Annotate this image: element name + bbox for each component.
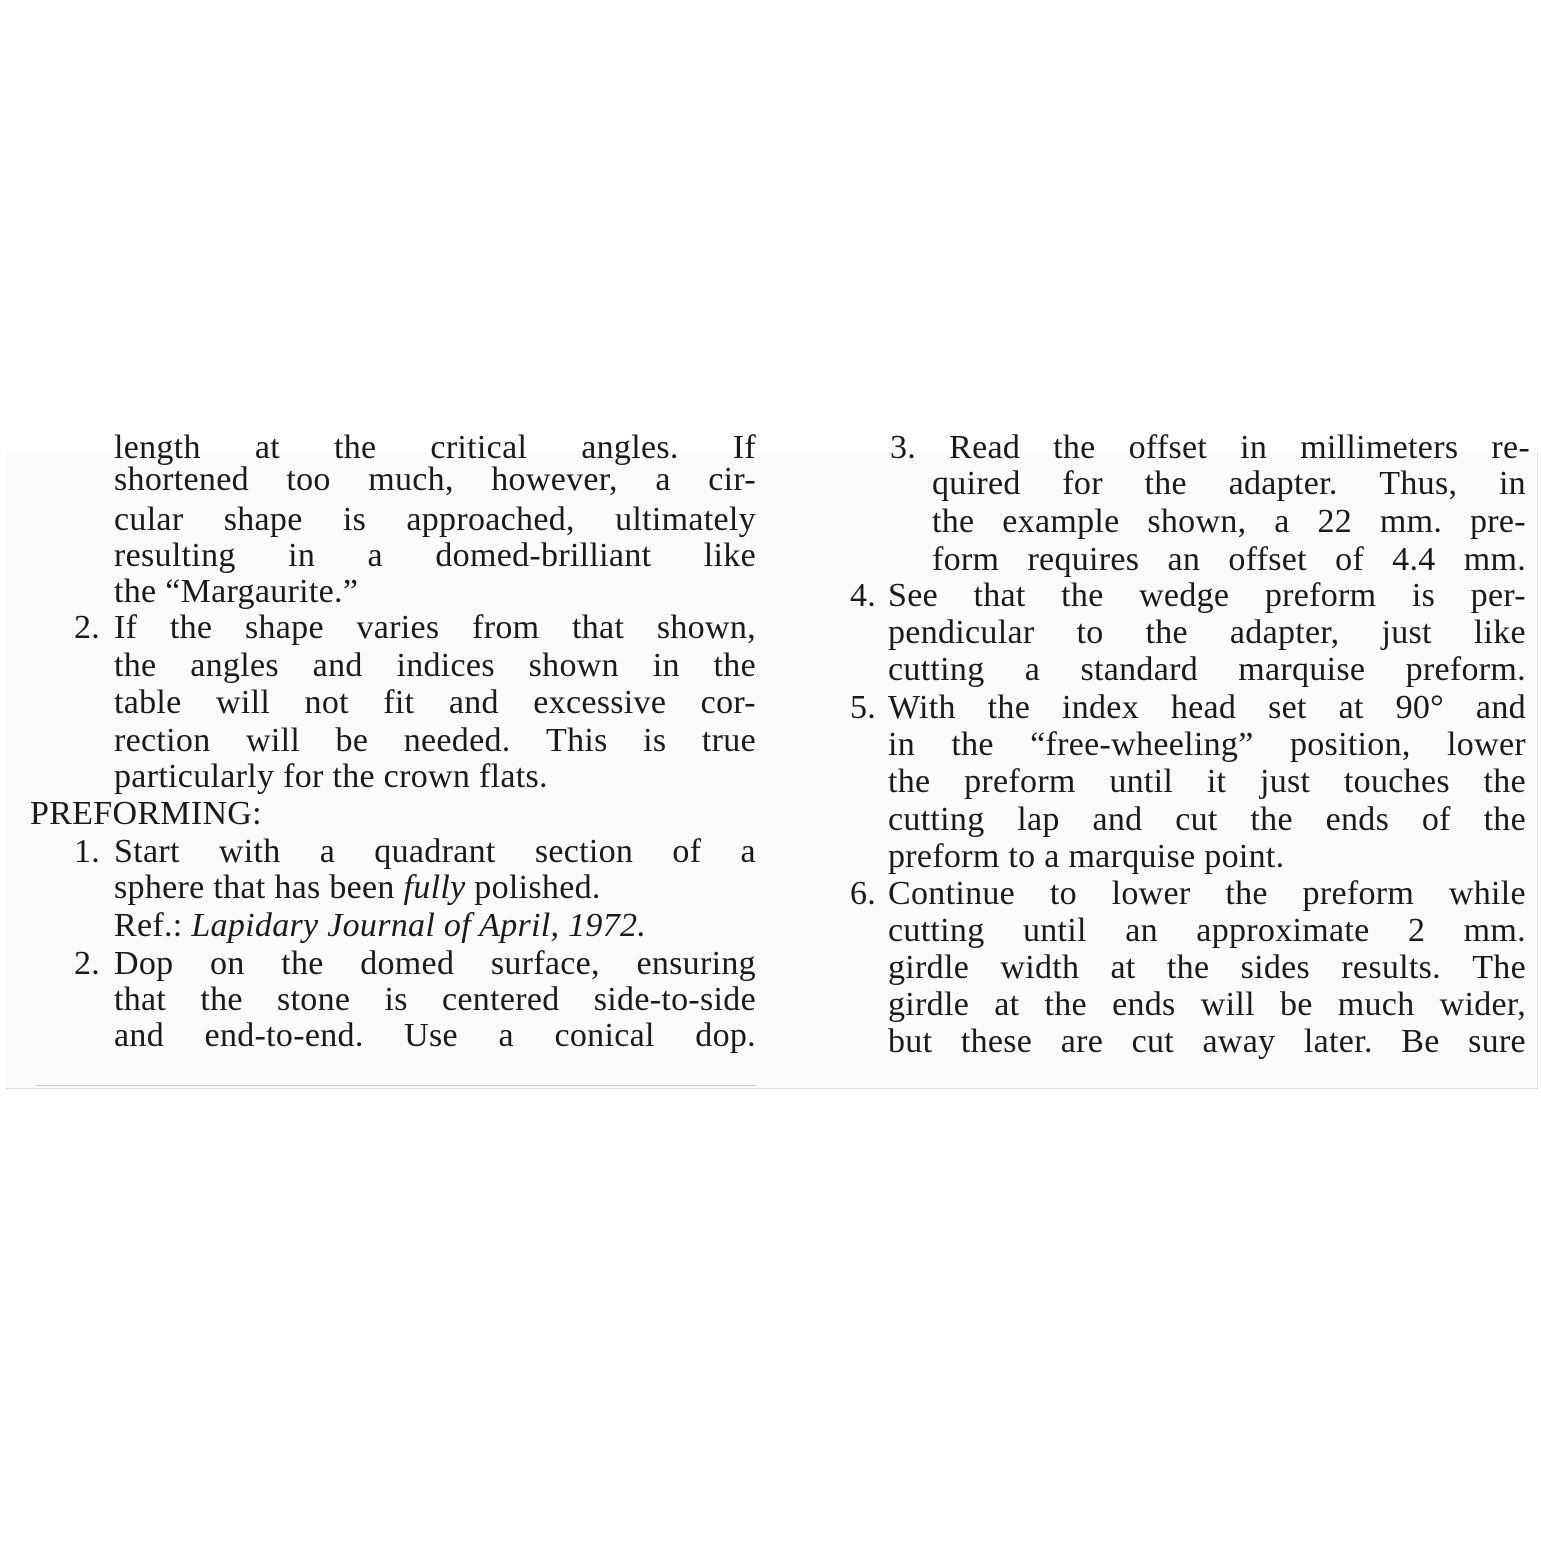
word: is	[384, 981, 408, 1018]
clipped-top-line	[890, 430, 1530, 467]
word: and	[312, 647, 363, 684]
text-line	[888, 578, 1526, 615]
word: surface,	[490, 945, 600, 982]
word: per-	[1470, 577, 1526, 614]
text-line: preform to a marquise point.	[888, 838, 1285, 875]
word: approached,	[406, 501, 575, 538]
text-line	[114, 538, 756, 575]
word: it	[1206, 763, 1227, 800]
word: ends	[1325, 801, 1390, 838]
word: with	[218, 833, 281, 870]
reference-line: Ref.: Lapidary Journal of April, 1972.	[114, 907, 647, 944]
word: cutting	[888, 651, 985, 688]
text-line	[888, 652, 1526, 689]
text-line	[932, 466, 1526, 503]
word: mm.	[1379, 503, 1443, 540]
word: If	[114, 609, 138, 646]
word: Dop	[114, 945, 174, 982]
word: results.	[1341, 949, 1441, 986]
word: end-to-end.	[204, 1017, 364, 1054]
word: while	[1448, 875, 1526, 912]
text-line	[114, 462, 756, 499]
word: needed.	[403, 722, 511, 759]
word: ensuring	[636, 945, 756, 982]
section-heading: PREFORMING:	[30, 795, 262, 832]
clipped-word: critical	[430, 429, 528, 466]
word: standard	[1080, 651, 1199, 688]
clipped-word: the	[1053, 429, 1096, 466]
word: lower	[1447, 726, 1526, 763]
word: in	[888, 726, 916, 763]
word: are	[1060, 1023, 1104, 1060]
word: See	[888, 577, 938, 614]
word: shape	[244, 609, 324, 646]
word: a	[498, 1017, 514, 1054]
word: stone	[277, 981, 351, 1018]
word: shown,	[1147, 503, 1247, 540]
word: the	[1483, 801, 1526, 838]
word: indices	[396, 647, 495, 684]
word: be	[1279, 986, 1313, 1023]
word: centered	[442, 981, 560, 1018]
word: a	[319, 833, 336, 870]
text-line	[114, 685, 756, 722]
text-line	[888, 764, 1526, 801]
word: cut	[1175, 801, 1218, 838]
list-number: 4.	[850, 577, 877, 614]
text-line	[114, 610, 756, 647]
word: resulting	[114, 537, 236, 574]
clipped-word: If	[732, 429, 756, 466]
word: will	[1200, 986, 1255, 1023]
word: adapter,	[1229, 614, 1340, 651]
clipped-word: length	[114, 429, 201, 466]
clipped-word: offset	[1128, 429, 1208, 466]
text-line: sphere that has been fully polished.	[114, 869, 601, 906]
word: of	[672, 833, 702, 870]
clipped-word: in	[1240, 429, 1268, 466]
word: is	[1411, 577, 1436, 614]
word: girdle	[888, 949, 970, 986]
list-number: 2.	[74, 609, 101, 646]
list-number: 6.	[850, 875, 877, 912]
word: shown,	[656, 609, 756, 646]
word: ends	[1112, 986, 1176, 1023]
text-line	[114, 946, 756, 983]
word: touches	[1343, 763, 1450, 800]
word: a	[1024, 651, 1041, 688]
text-line	[114, 502, 756, 539]
word: varies	[356, 609, 440, 646]
word: the	[169, 609, 213, 646]
clipped-word: re-	[1491, 429, 1530, 466]
word: domed	[360, 945, 455, 982]
text-line	[932, 542, 1526, 579]
word: the	[1061, 577, 1104, 614]
text-line: the “Margaurite.”	[114, 573, 359, 610]
text-line	[888, 950, 1526, 987]
word: 22	[1317, 503, 1353, 540]
word: set	[1268, 689, 1307, 726]
word: and	[114, 1017, 164, 1054]
word: position,	[1289, 726, 1411, 763]
word: and	[1475, 689, 1526, 726]
scanned-page-strip	[6, 429, 1538, 1089]
word: the	[1250, 801, 1293, 838]
right-column	[826, 429, 1532, 1088]
word: and	[1092, 801, 1143, 838]
list-number: 5.	[850, 689, 877, 726]
clipped-word: at	[254, 429, 280, 466]
word: cor-	[700, 684, 756, 721]
word: Be	[1401, 1023, 1440, 1060]
word: The	[1472, 949, 1526, 986]
word: Thus,	[1379, 465, 1458, 502]
word: table	[114, 684, 182, 721]
word: at	[994, 986, 1020, 1023]
word: Use	[404, 1017, 458, 1054]
word: to	[1049, 875, 1077, 912]
word: quired	[932, 465, 1021, 502]
word: conical	[554, 1017, 655, 1054]
word: until	[1022, 912, 1087, 949]
word: like	[1473, 614, 1526, 651]
word: the	[1483, 763, 1526, 800]
word: in	[652, 647, 680, 684]
word: preform.	[1405, 651, 1526, 688]
word: pre-	[1469, 503, 1526, 540]
word: girdle	[888, 986, 970, 1023]
word: much	[1337, 986, 1415, 1023]
word: shown	[528, 647, 619, 684]
word: will	[216, 684, 271, 721]
word: the	[114, 647, 157, 684]
word: true	[701, 722, 756, 759]
word: With	[888, 689, 956, 726]
word: until	[1109, 763, 1174, 800]
clipped-word: angles.	[581, 429, 679, 466]
word: too	[286, 461, 331, 498]
word: mm.	[1463, 912, 1526, 949]
word: that	[572, 609, 625, 646]
word: approximate	[1196, 912, 1370, 949]
word: much,	[368, 461, 454, 498]
word: of	[1421, 801, 1451, 838]
word: domed-brilliant	[435, 537, 652, 574]
word: however,	[491, 461, 618, 498]
word: quadrant	[374, 833, 496, 870]
word: the	[987, 689, 1031, 726]
clipped-word: the	[333, 429, 377, 466]
word: an	[1125, 912, 1158, 949]
word: 2	[1407, 912, 1426, 949]
word: the	[281, 945, 324, 982]
word: like	[703, 537, 756, 574]
word: wedge	[1139, 577, 1230, 614]
word: will	[245, 722, 301, 759]
text-line	[114, 723, 756, 760]
word: just	[1381, 614, 1432, 651]
word: a	[655, 461, 671, 498]
word: cutting	[888, 912, 985, 949]
word: the	[1144, 465, 1187, 502]
word: in	[288, 537, 316, 574]
text-line	[888, 876, 1526, 913]
text-line	[114, 982, 756, 1019]
word: a	[367, 537, 383, 574]
word: the	[713, 647, 756, 684]
word: preform	[1264, 577, 1377, 614]
word: wider,	[1439, 986, 1526, 1023]
word: “free-wheeling”	[1030, 726, 1254, 763]
word: on	[210, 945, 245, 982]
word: section	[534, 833, 634, 870]
word: Continue	[888, 875, 1016, 912]
word: rection	[114, 722, 211, 759]
text-line	[888, 615, 1526, 652]
word: angles	[190, 647, 279, 684]
word: form	[932, 541, 1000, 578]
word: the	[932, 503, 975, 540]
word: excessive	[533, 684, 667, 721]
word: of	[1335, 541, 1365, 578]
word: cular	[114, 501, 184, 538]
word: preform	[1302, 875, 1415, 912]
text-line	[114, 834, 756, 871]
word: the	[951, 726, 994, 763]
clipped-word: 3.	[890, 429, 917, 466]
word: a	[740, 833, 756, 870]
list-number: 1.	[74, 833, 101, 870]
word: sure	[1468, 1023, 1526, 1060]
word: 90°	[1395, 689, 1445, 726]
word: lower	[1111, 875, 1191, 912]
word: to	[1076, 614, 1104, 651]
text-line	[114, 648, 756, 685]
word: for	[1062, 465, 1103, 502]
word: away	[1202, 1023, 1276, 1060]
word: head	[1170, 689, 1237, 726]
word: preform	[964, 763, 1076, 800]
word: a	[1274, 503, 1290, 540]
word: the	[888, 763, 931, 800]
word: requires	[1027, 541, 1140, 578]
word: and	[448, 684, 499, 721]
word: in	[1498, 465, 1526, 502]
list-number: 2.	[74, 945, 101, 982]
word: cir-	[708, 461, 756, 498]
word: the	[1166, 949, 1210, 986]
word: index	[1061, 689, 1139, 726]
word: ultimately	[615, 501, 756, 538]
text-line	[888, 802, 1526, 839]
text-line	[932, 504, 1526, 541]
word: these	[960, 1023, 1033, 1060]
word: but	[888, 1023, 933, 1060]
word: marquise	[1238, 651, 1366, 688]
text-line	[888, 1024, 1526, 1061]
word: fit	[383, 684, 415, 721]
word: lap	[1017, 801, 1060, 838]
text-line	[114, 1018, 756, 1055]
word: just	[1259, 763, 1311, 800]
word: width	[1000, 949, 1080, 986]
word: pendicular	[888, 614, 1035, 651]
word: shape	[223, 501, 303, 538]
word: not	[304, 684, 349, 721]
clipped-word: Read	[949, 429, 1021, 466]
word: mm.	[1463, 541, 1526, 578]
word: that	[973, 577, 1026, 614]
word: adapter.	[1228, 465, 1338, 502]
word: This	[546, 722, 608, 759]
word: is	[342, 501, 367, 538]
word: the	[1044, 986, 1087, 1023]
text-line	[888, 727, 1526, 764]
word: 4.4	[1392, 541, 1436, 578]
word: the	[200, 981, 243, 1018]
word: sides	[1240, 949, 1311, 986]
text-line: particularly for the crown flats.	[114, 758, 548, 795]
word: side-to-side	[593, 981, 756, 1018]
word: cut	[1131, 1023, 1175, 1060]
word: is	[643, 722, 667, 759]
clipped-word: millimeters	[1300, 429, 1459, 466]
word: be	[335, 722, 369, 759]
word: Start	[114, 833, 180, 870]
left-column	[6, 429, 766, 1088]
word: offset	[1228, 541, 1307, 578]
word: at	[1338, 689, 1364, 726]
word: an	[1167, 541, 1201, 578]
text-line	[888, 913, 1526, 950]
text-line	[888, 690, 1526, 727]
word: the	[1225, 875, 1268, 912]
text-line	[888, 987, 1526, 1024]
word: at	[1110, 949, 1136, 986]
word: example	[1002, 503, 1120, 540]
word: that	[114, 981, 167, 1018]
word: later.	[1303, 1023, 1373, 1060]
word: the	[1145, 614, 1188, 651]
bottom-rule	[36, 1085, 756, 1086]
word: dop.	[695, 1017, 756, 1054]
word: cutting	[888, 801, 985, 838]
word: from	[472, 609, 540, 646]
word: shortened	[114, 461, 249, 498]
